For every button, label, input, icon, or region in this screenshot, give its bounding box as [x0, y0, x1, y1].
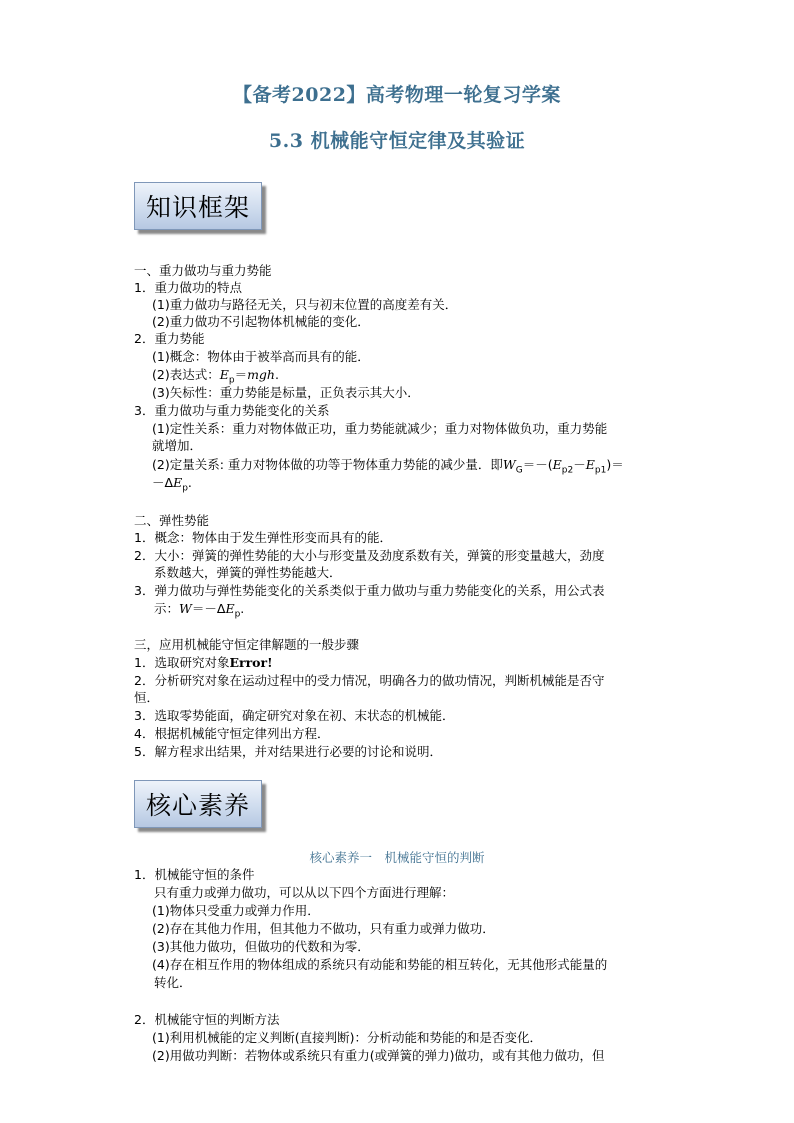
list-item-continued: 转化． — [154, 975, 192, 990]
list-item: 2．分析研究对象在运动过程中的受力情况，明确各力的做功情况，判断机械能是否守 — [134, 673, 605, 688]
list-item: 2．机械能守恒的判断方法 — [134, 1012, 280, 1027]
list-item: 4．根据机械能守恒定律列出方程． — [134, 726, 330, 741]
list-item: 5．解方程求出结果，并对结果进行必要的讨论和说明． — [134, 744, 442, 759]
list-item: (1)物体只受重力或弹力作用． — [152, 903, 320, 918]
list-item: 只有重力或弹力做功，可以从以下四个方面进行理解： — [154, 885, 455, 900]
list-item: (4)存在相互作用的物体组成的系统只有动能和势能的相互转化，无其他形式能量的 — [152, 957, 608, 972]
list-item: 3．重力做功与重力势能变化的关系 — [134, 403, 330, 418]
section-banner-knowledge-framework: 知识框架 — [134, 182, 262, 230]
list-item: (2)用做功判断：若物体或系统只有重力(或弹簧的弹力)做功，或有其他力做功，但 — [152, 1048, 605, 1063]
list-item-continued: 恒． — [134, 690, 160, 705]
list-item: (3)其他力做功，但做功的代数和为零． — [152, 939, 370, 954]
list-item-formula: $-\Delta E_p$. — [152, 475, 192, 494]
list-item: (1)定性关系：重力对物体做正功，重力势能就减少；重力对物体做负功，重力势能 — [152, 421, 608, 436]
list-item: 2．大小：弹簧的弹性势能的大小与形变量及劲度系数有关，弹簧的形变量越大，劲度 — [134, 548, 605, 563]
list-item-formula: (2)定量关系: 重力对物体做的功等于物体重力势能的减少量．即$W_G=-(E_{p2}-E_{p1})=$ — [152, 457, 624, 476]
list-item: (1)概念：物体由于被举高而具有的能． — [152, 349, 370, 364]
list-item-formula: (2)表达式：$E_p=mgh$. — [152, 367, 279, 386]
list-item: 1．概念：物体由于发生弹性形变而具有的能． — [134, 530, 392, 545]
list-item: 1．机械能守恒的条件 — [134, 867, 255, 882]
list-item: (1)重力做功与路径无关，只与初末位置的高度差有关． — [152, 297, 458, 312]
list-item-continued: 就增加． — [152, 438, 203, 453]
list-item: (1)利用机械能的定义判断(直接判断)：分析动能和势能的和是否变化． — [152, 1030, 542, 1045]
list-item: 2．重力势能 — [134, 331, 205, 346]
list-item: 1．选取研究对象Error! — [134, 655, 273, 670]
list-item-formula: 示：$W=-\Delta E_p$. — [154, 601, 245, 620]
section-heading: 二、弹性势能 — [134, 513, 210, 528]
list-item: (2)重力做功不引起物体机械能的变化． — [152, 314, 370, 329]
list-item: 1．重力做功的特点 — [134, 280, 242, 295]
list-item: (3)矢标性：重力势能是标量，正负表示其大小． — [152, 385, 420, 400]
list-item: 3．弹力做功与弹性势能变化的关系类似于重力做功与重力势能变化的关系，用公式表 — [134, 583, 605, 598]
document-subtitle: 5.3 机械能守恒定律及其验证 — [268, 130, 526, 152]
section-heading: 三，应用机械能守恒定律解题的一般步骤 — [134, 637, 360, 652]
section-banner-core-literacy: 核心素养 — [134, 780, 262, 828]
list-item-continued: 系数越大，弹簧的弹性势能越大． — [154, 565, 342, 580]
document-title: 【备考2022】高考物理一轮复习学案 — [233, 84, 561, 106]
list-item: 3．选取零势能面，确定研究对象在初、末状态的机械能． — [134, 708, 455, 723]
list-item: (2)存在其他力作用，但其他力不做功，只有重力或弹力做功． — [152, 921, 495, 936]
section-heading: 一、重力做功与重力势能 — [134, 263, 272, 278]
core-subtitle: 核心素养一 机械能守恒的判断 — [309, 850, 485, 865]
